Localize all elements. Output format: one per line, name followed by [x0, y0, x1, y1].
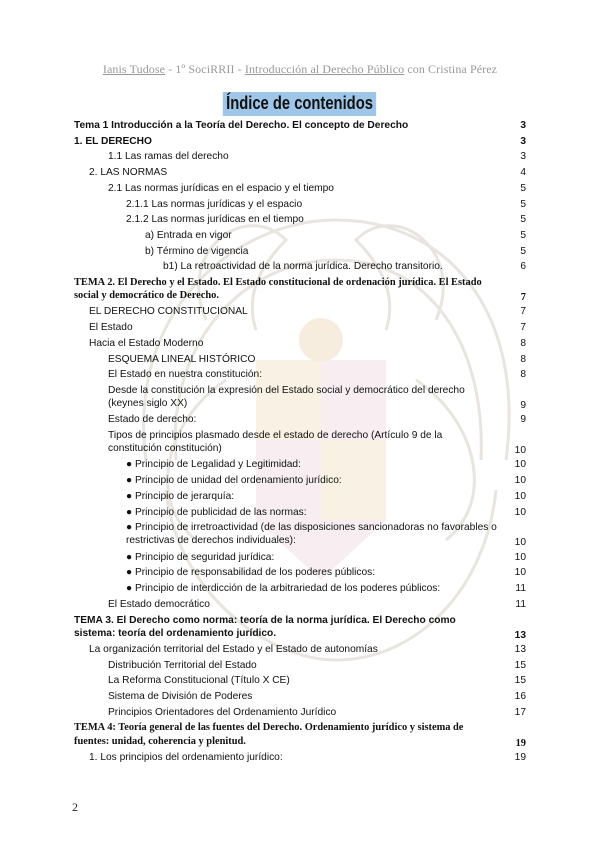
- toc-entry[interactable]: [74, 673, 526, 689]
- table-of-contents: [74, 118, 526, 766]
- toc-page-number: 19: [515, 737, 526, 749]
- toc-entry-text: TEMA 4: Teoría general de las fuentes del Derecho. Ordenamiento jurídico y sistema de fuentes: unidad, coherencia y plenitud.: [74, 722, 464, 747]
- title-wrap: [0, 92, 600, 116]
- toc-entry[interactable]: [74, 720, 526, 749]
- toc-page-number: 10: [514, 445, 526, 457]
- toc-page-number: 15: [514, 659, 526, 671]
- toc-page-number: 10: [514, 537, 526, 549]
- toc-page-number: 10: [514, 490, 526, 502]
- toc-entry-text: El Estado democrático: [108, 598, 210, 610]
- toc-entry[interactable]: [74, 658, 526, 674]
- toc-entry-text: ● Principio de jerarquía:: [126, 490, 235, 502]
- toc-entry-text: 1.1 Las ramas del derecho: [108, 151, 229, 163]
- toc-entry-text: El Estado en nuestra constitución:: [108, 369, 263, 381]
- toc-entry-text: 2.1.1 Las normas jurídicas y el espacio: [126, 198, 303, 210]
- toc-entry[interactable]: [74, 412, 526, 428]
- toc-page-number: 5: [520, 245, 526, 257]
- toc-entry-text: Desde la constitución la expresión del Estado social y democrático del derecho (keynes siglo XX): [108, 384, 465, 410]
- toc-entry[interactable]: [74, 197, 526, 213]
- toc-entry-text: ● Principio de unidad del ordenamiento jurídico:: [126, 475, 342, 487]
- toc-page-number: 11: [515, 598, 526, 610]
- header-separator: - 1º SociRRII -: [165, 62, 245, 76]
- toc-page-number: 10: [514, 567, 526, 579]
- toc-entry-text: La organización territorial del Estado y el Estado de autonomías: [89, 643, 378, 655]
- toc-entry[interactable]: [74, 228, 526, 244]
- toc-entry-text: Tipos de principios plasmado desde el estado de derecho (Artículo 9 de la constitución constitución): [108, 430, 443, 455]
- toc-entry[interactable]: [74, 181, 526, 197]
- toc-page-number: 5: [520, 198, 526, 210]
- toc-page-number: 3: [520, 120, 526, 131]
- toc-page-number: 5: [520, 229, 526, 241]
- toc-page-number: 8: [520, 337, 526, 349]
- toc-entry-text: ● Principio de Legalidad y Legitimidad:: [126, 459, 301, 471]
- toc-entry-text: Hacia el Estado Moderno: [89, 337, 204, 349]
- toc-page-number: 4: [520, 167, 526, 179]
- toc-entry-text: EL DERECHO CONSTITUCIONAL: [89, 306, 248, 318]
- toc-entry-text: ● Principio de irretroactividad (de las disposiciones sancionadoras no favorables o restrictivas de derechos individuales):: [126, 522, 497, 547]
- toc-entry-text: Estado de derecho:: [108, 414, 197, 426]
- toc-page-number: 13: [514, 629, 526, 641]
- toc-entry-text: b) Término de vigencia: [145, 245, 249, 257]
- toc-entry-text: ● Principio de responsabilidad de los poderes públicos:: [126, 567, 376, 579]
- toc-page-number: 10: [514, 475, 526, 487]
- toc-entry-text: TEMA 2. El Derecho y el Estado. El Estado constitucional de ordenación jurídica. El Estado social y democrático de Derecho.: [74, 277, 482, 302]
- header-subject: Introducción al Derecho Público: [244, 62, 405, 76]
- toc-page-number: 5: [520, 182, 526, 194]
- toc-page-number: 5: [520, 214, 526, 226]
- toc-page-number: 13: [514, 643, 526, 655]
- toc-entry[interactable]: [74, 750, 526, 766]
- toc-page-number: 6: [520, 261, 526, 273]
- toc-page-number: 7: [520, 292, 526, 304]
- toc-page-number: 7: [520, 322, 526, 334]
- toc-entry[interactable]: [74, 259, 526, 275]
- toc-entry-text: ● Principio de interdicción de la arbitrariedad de los poderes públicos:: [126, 583, 441, 595]
- toc-page-number: 15: [514, 675, 526, 687]
- toc-page-number: 11: [515, 583, 526, 595]
- toc-page-number: 7: [520, 306, 526, 318]
- toc-entry[interactable]: [74, 565, 526, 581]
- toc-entry[interactable]: [74, 642, 526, 658]
- toc-entry-text: 2. LAS NORMAS: [89, 167, 168, 179]
- toc-page-number: 3: [520, 151, 526, 163]
- toc-entry[interactable]: [74, 320, 526, 336]
- toc-page-number: 17: [514, 706, 526, 718]
- toc-entry-text: ● Principio de seguridad jurídica:: [126, 551, 275, 563]
- toc-entry[interactable]: [74, 428, 526, 457]
- toc-page-number: 16: [514, 691, 526, 703]
- toc-entry-text: TEMA 3. El Derecho como norma: teoría de la norma jurídica. El Derecho como sistema: teoría del ordenamiento jurídico.: [74, 614, 456, 639]
- page-title: Índice de contenidos: [223, 92, 376, 116]
- toc-entry-text: ESQUEMA LINEAL HISTÓRICO: [108, 353, 256, 365]
- toc-entry-text: El Estado: [89, 322, 133, 334]
- toc-entry[interactable]: [74, 689, 526, 705]
- toc-page-number: 10: [514, 506, 526, 518]
- toc-page-number: 9: [520, 400, 526, 412]
- toc-entry[interactable]: [74, 550, 526, 566]
- toc-entry[interactable]: [74, 118, 526, 134]
- toc-page-number: 8: [520, 369, 526, 381]
- toc-entry[interactable]: [74, 457, 526, 473]
- header-suffix: con Cristina Pérez: [404, 62, 498, 76]
- header-author: Ianis Tudose: [102, 62, 166, 76]
- toc-entry-text: a) Entrada en vigor: [145, 229, 232, 241]
- toc-entry[interactable]: [74, 383, 526, 412]
- toc-page-number: 9: [520, 414, 526, 426]
- toc-page-number: 8: [520, 353, 526, 365]
- toc-entry[interactable]: [74, 505, 526, 521]
- toc-entry-text: Distribución Territorial del Estado: [108, 659, 257, 671]
- toc-page-number: 10: [514, 551, 526, 563]
- toc-entry[interactable]: [74, 336, 526, 352]
- toc-entry[interactable]: [74, 705, 526, 721]
- page-number: 2: [72, 800, 78, 814]
- toc-entry[interactable]: [74, 597, 526, 613]
- toc-entry[interactable]: [74, 149, 526, 165]
- toc-entry-text: 1. EL DERECHO: [74, 135, 152, 147]
- toc-entry-text: 1. Los principios del ordenamiento jurídico:: [89, 751, 283, 763]
- toc-entry[interactable]: [74, 489, 526, 505]
- page-header: [0, 62, 600, 77]
- toc-entry-text: 2.1.2 Las normas jurídicas en el tiempo: [126, 214, 304, 226]
- toc-entry-text: b1) La retroactividad de la norma jurídica. Derecho transitorio.: [163, 261, 443, 273]
- toc-entry[interactable]: [74, 275, 526, 304]
- toc-entry[interactable]: [74, 304, 526, 320]
- toc-entry-text: Principios Orientadores del Ordenamiento Jurídico: [108, 706, 337, 718]
- toc-entry[interactable]: [74, 212, 526, 228]
- toc-entry[interactable]: [74, 134, 526, 150]
- toc-entry-text: 2.1 Las normas jurídicas en el espacio y el tiempo: [108, 182, 334, 194]
- toc-entry-text: ● Principio de publicidad de las normas:: [126, 506, 307, 518]
- toc-entry-text: Sistema de División de Poderes: [108, 691, 253, 703]
- toc-entry[interactable]: [74, 613, 526, 642]
- toc-entry-text: La Reforma Constitucional (Título X CE): [108, 675, 290, 687]
- toc-page-number: 19: [514, 751, 526, 763]
- toc-entry[interactable]: [74, 244, 526, 260]
- toc-entry[interactable]: [74, 520, 526, 549]
- toc-entry[interactable]: [74, 367, 526, 383]
- toc-page-number: 3: [520, 135, 526, 147]
- toc-entry[interactable]: [74, 473, 526, 489]
- toc-entry-text: Tema 1 Introducción a la Teoría del Derecho. El concepto de Derecho: [74, 120, 409, 131]
- toc-page-number: 10: [514, 459, 526, 471]
- toc-entry[interactable]: [74, 165, 526, 181]
- toc-entry[interactable]: [74, 352, 526, 368]
- toc-entry[interactable]: [74, 581, 526, 597]
